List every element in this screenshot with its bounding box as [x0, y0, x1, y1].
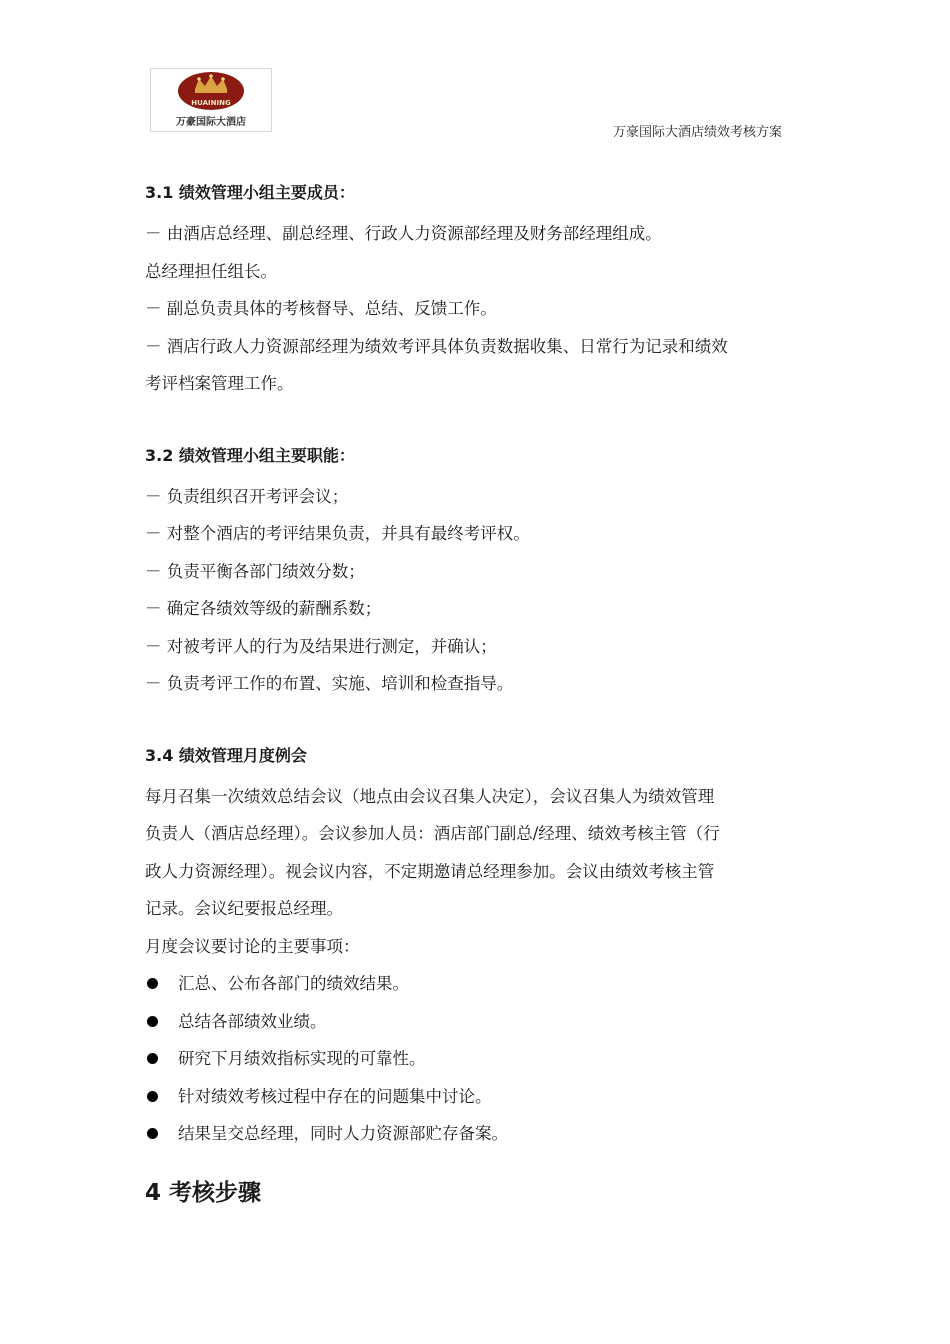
bullet-dot-icon: [147, 1128, 158, 1139]
list-item: [145, 1115, 815, 1153]
paragraph-line: 每月召集一次绩效总结会议（地点由会议召集人决定），会议召集人为绩效管理: [145, 786, 715, 806]
bullet-dot-icon: [147, 1053, 158, 1064]
list-item-text: 汇总、公布各部门的绩效结果。: [178, 974, 409, 993]
logo-text-en: HUAINING: [191, 99, 231, 107]
text-line: 总经理担任组长。: [145, 261, 277, 281]
heading-4: 4 考核步骤: [145, 1179, 262, 1206]
text-line: － 由酒店总经理、副总经理、行政人力资源部经理及财务部经理组成。: [145, 224, 662, 243]
document-header-title: 万豪国际大酒店绩效考核方案: [613, 125, 783, 140]
text-line: 考评档案管理工作。: [145, 374, 294, 393]
text-line: － 酒店行政人力资源部经理为绩效考评具体负责数据收集、日常行为记录和绩效: [145, 336, 728, 356]
heading-3-1: 3.1 绩效管理小组主要成员：: [145, 183, 355, 202]
list-item: [145, 965, 815, 1003]
heading-3-2: 3.2 绩效管理小组主要职能：: [145, 445, 355, 465]
paragraph-line: 政人力资源经理）。视会议内容，不定期邀请总经理参加。会议由绩效考核主管: [145, 861, 715, 881]
paragraph-line: 负责人（酒店总经理）。会议参加人员：酒店部门副总/经理、绩效考核主管（行: [145, 824, 720, 843]
text-line: － 对整个酒店的考评结果负责，并具有最终考评权。: [145, 524, 530, 543]
list-item: [145, 1078, 815, 1116]
list-item: [145, 1040, 815, 1078]
text-line: － 负责考评工作的布置、实施、培训和检查指导。: [145, 674, 514, 693]
text-line: － 对被考评人的行为及结果进行测定，并确认；: [145, 636, 497, 656]
list-item: [145, 1003, 815, 1041]
list-item-text: 研究下月绩效指标实现的可靠性。: [178, 1049, 426, 1068]
text-line: － 副总负责具体的考核督导、总结、反馈工作。: [145, 299, 497, 318]
bullet-dot-icon: [147, 978, 158, 989]
topics-intro: 月度会议要讨论的主要事项：: [145, 936, 360, 956]
paragraph-line: 记录。会议纪要报总经理。: [145, 899, 343, 918]
document-body: [145, 178, 815, 1211]
bullet-dot-icon: [147, 1016, 158, 1027]
list-item-text: 结果呈交总经理，同时人力资源部贮存备案。: [178, 1124, 508, 1143]
logo-text-cn: 万豪国际大酒店: [176, 117, 246, 128]
hotel-logo: [150, 68, 272, 132]
heading-3-4: 3.4 绩效管理月度例会: [145, 745, 307, 765]
list-item-text: 总结各部绩效业绩。: [178, 1011, 327, 1031]
text-line: － 负责组织召开考评会议；: [145, 486, 349, 506]
list-item-text: 针对绩效考核过程中存在的问题集中讨论。: [178, 1086, 492, 1106]
text-line: － 负责平衡各部门绩效分数；: [145, 561, 365, 581]
bullet-dot-icon: [147, 1091, 158, 1102]
text-line: － 确定各绩效等级的薪酬系数；: [145, 599, 382, 618]
